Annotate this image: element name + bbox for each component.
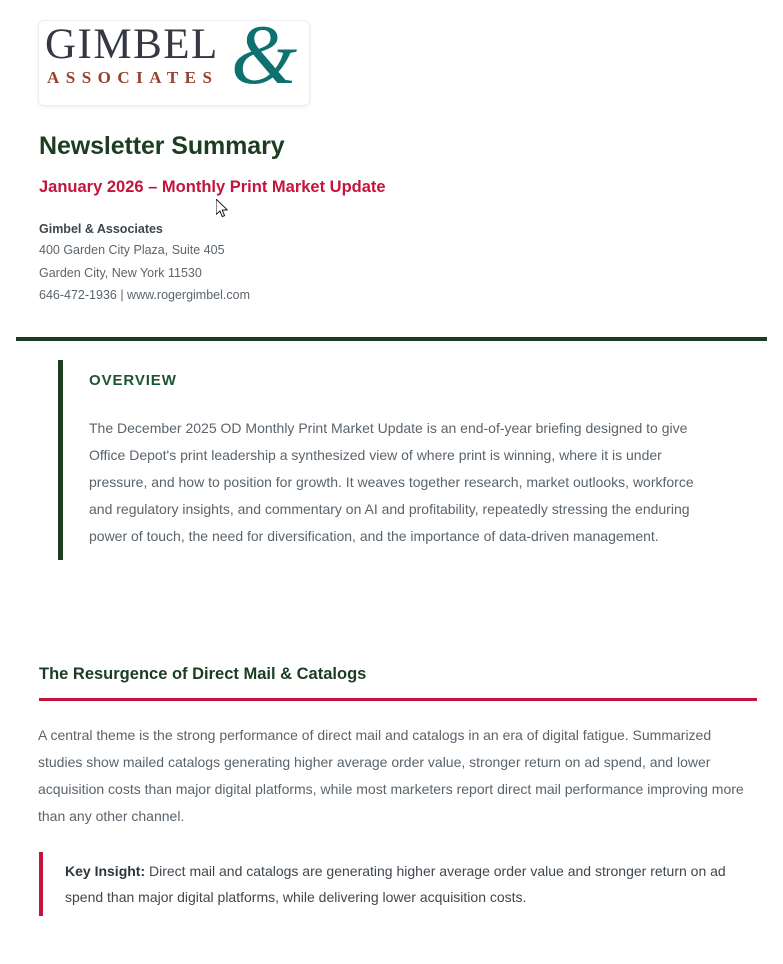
key-insight-label: Key Insight: (65, 863, 146, 879)
company-logo-card (38, 20, 310, 106)
overview-section (58, 360, 718, 560)
key-insight-callout (39, 852, 739, 916)
logo-ampersand-icon: & (231, 20, 298, 102)
contact-phone-website: 646-472-1936 | www.rogergimbel.com (39, 288, 250, 302)
contact-address-line-2: Garden City, New York 11530 (39, 265, 202, 280)
header-divider (16, 337, 767, 341)
page-title: Newsletter Summary (39, 132, 285, 160)
section-underline (39, 698, 757, 701)
page-subtitle: January 2026 – Monthly Print Market Update (39, 178, 386, 196)
key-insight-text: Direct mail and catalogs are generating higher average order value and stronger return on ad spend than major digital platforms, while delivering lower acquisition costs. (65, 863, 726, 905)
section-heading-direct-mail: The Resurgence of Direct Mail & Catalogs (39, 665, 367, 683)
key-insight-paragraph (65, 858, 739, 910)
overview-paragraph: The December 2025 OD Monthly Print Market Update is an end-of-year briefing designed to give Office Depot's print leadership a synthesized view of where print is winning, where it is under pressure, and how to position for growth. It weaves together research, market outlooks, workforce and regulatory insights, and commentary on AI and profitability, repeatedly stressing the enduring power of touch, the need for diversification, and the importance of data-driven management. (89, 420, 694, 544)
contact-address-line-1: 400 Garden City Plaza, Suite 405 (39, 243, 225, 257)
logo-wordmark-gimbel: GIMBEL (45, 21, 219, 68)
section-body-paragraph: A central theme is the strong performance of direct mail and catalogs in an era of digital fatigue. Summarized studies show mailed catalogs generating higher average order value, stronger return on ad spend, and lower acquisition costs than major digital platforms, while most marketers report direct mail performance improving more than any other channel. (38, 727, 744, 824)
mouse-cursor-icon (216, 199, 230, 219)
contact-company-name: Gimbel & Associates (39, 222, 163, 236)
overview-heading: OVERVIEW (89, 372, 177, 389)
contact-block (39, 220, 459, 307)
logo-inner (39, 21, 309, 105)
logo-wordmark-associates: ASSOCIATES (47, 68, 219, 87)
